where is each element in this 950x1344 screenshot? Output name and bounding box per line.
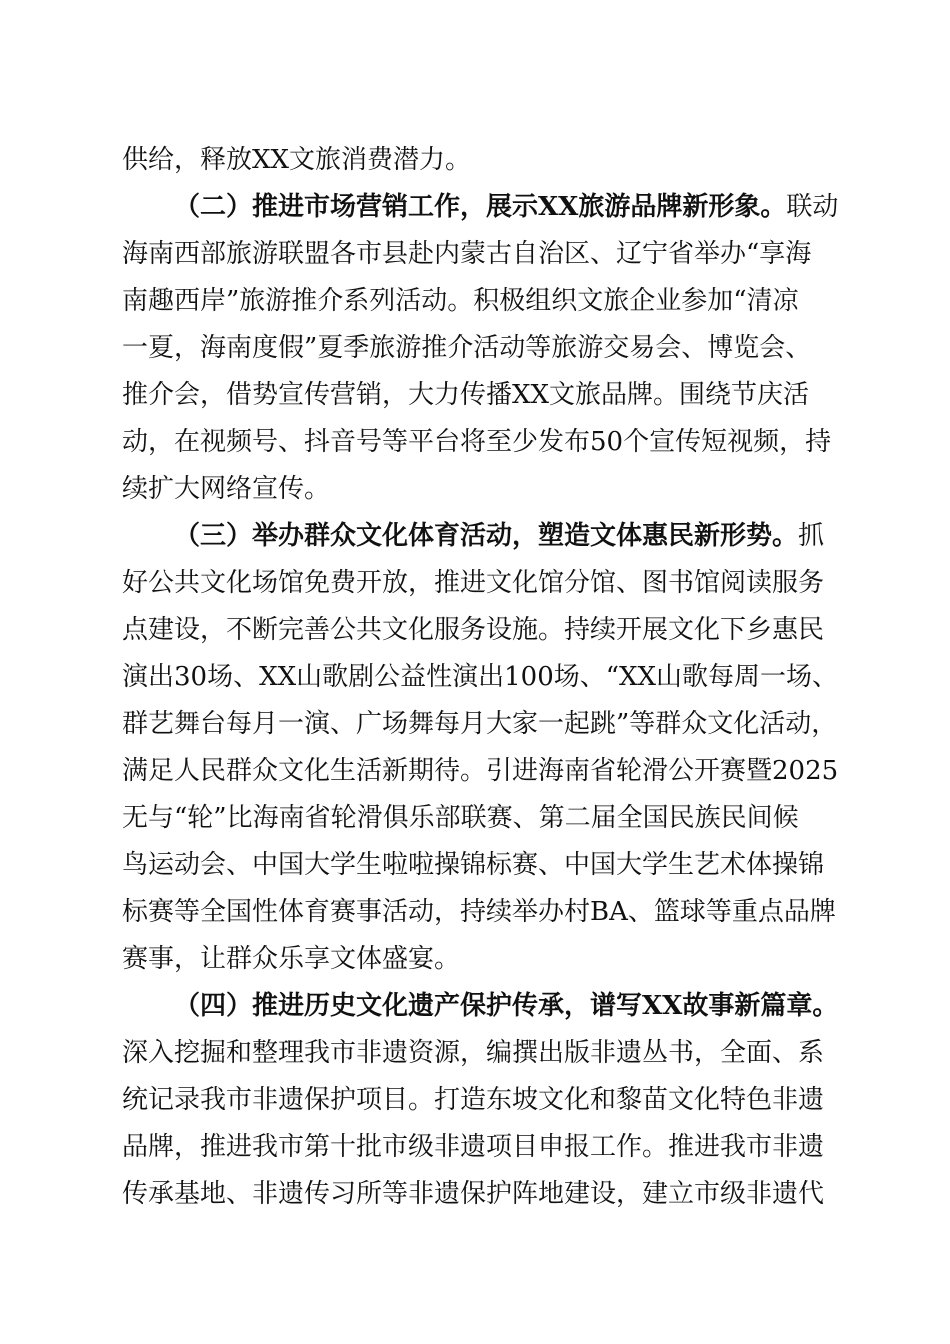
line-text: 动，在视频号、抖音号等平台将至少发布50个宣传短视频，持: [122, 427, 832, 457]
line-text: 点建设，不断完善公共文化服务设施。持续开展文化下乡惠民: [122, 615, 825, 645]
section-heading-line: [174, 989, 838, 1025]
text-line: [122, 754, 838, 790]
text-line: [122, 942, 460, 978]
line-text: 海南西部旅游联盟各市县赴内蒙古自治区、辽宁省举办“享海: [122, 239, 812, 269]
line-text: 统记录我市非遗保护项目。打造东坡文化和黎苗文化特色非遗: [122, 1085, 825, 1115]
text-line: [122, 1083, 824, 1119]
line-text: 满足人民群众文化生活新期待。引进海南省轮滑公开赛暨2025: [122, 756, 839, 786]
section-heading: （二）推进市场营销工作，展示XX旅游品牌新形象。: [174, 192, 787, 222]
line-text: 群艺舞台每月一演、广场舞每月大家一起跳”等群众文化活动，: [122, 709, 838, 739]
line-text: 鸟运动会、中国大学生啦啦操锦标赛、中国大学生艺术体操锦: [122, 850, 825, 880]
line-text: 深入挖掘和整理我市非遗资源，编撰出版非遗丛书，全面、系: [122, 1038, 825, 1068]
section-heading-line: [174, 190, 838, 226]
section-heading: （三）举办群众文化体育活动，塑造文体惠民新形势。: [174, 521, 799, 551]
text-line: [122, 425, 831, 461]
text-line: [122, 1130, 824, 1166]
text-line: [122, 472, 330, 508]
line-text: 南趣西岸”旅游推介系列活动。积极组织文旅企业参加“清凉: [122, 286, 799, 316]
text-line: [122, 1036, 824, 1072]
text-line: [122, 566, 824, 602]
section-heading-line: [174, 519, 824, 555]
line-text: 传承基地、非遗传习所等非遗保护阵地建设，建立市级非遗代: [122, 1179, 825, 1209]
line-text: 抓: [798, 521, 825, 551]
section-heading: （四）推进历史文化遗产保护传承，谱写XX故事新篇章。: [174, 991, 839, 1021]
text-line: [122, 237, 811, 273]
text-line: [122, 660, 838, 696]
line-text: 好公共文化场馆免费开放，推进文化馆分馆、图书馆阅读服务: [122, 568, 825, 598]
text-line: [122, 895, 836, 931]
line-text: 联动: [786, 192, 839, 222]
line-text: 品牌，推进我市第十批市级非遗项目申报工作。推进我市非遗: [122, 1132, 825, 1162]
line-text: 演出30场、XX山歌剧公益性演出100场、“XX山歌每周一场、: [122, 662, 839, 692]
line-text: 标赛等全国性体育赛事活动，持续举办村BA、篮球等重点品牌: [122, 897, 836, 927]
text-line: [122, 707, 837, 743]
line-text: 一夏，海南度假”夏季旅游推介活动等旅游交易会、博览会、: [122, 333, 812, 363]
line-text: 无与“轮”比海南省轮滑俱乐部联赛、第二届全国民族民间候: [122, 803, 799, 833]
text-line: [122, 848, 824, 884]
text-line: [122, 1177, 824, 1213]
line-text: 赛事，让群众乐享文体盛宴。: [122, 944, 461, 974]
line-text: 推介会，借势宣传营销，大力传播XX文旅品牌。围绕节庆活: [122, 380, 810, 410]
line-text: 供给，释放XX文旅消费潜力。: [122, 145, 472, 175]
text-line: [122, 331, 811, 367]
text-line: [122, 801, 799, 837]
text-line: [122, 378, 809, 414]
text-line: [122, 284, 799, 320]
text-line: [122, 613, 824, 649]
line-text: 续扩大网络宣传。: [122, 474, 331, 504]
text-line: [122, 143, 471, 179]
